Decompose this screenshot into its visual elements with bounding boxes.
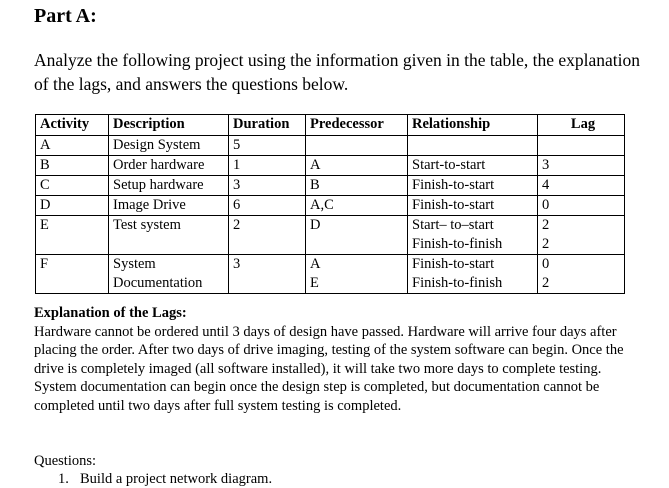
cell-relationship — [408, 255, 538, 294]
cell-duration — [229, 176, 306, 196]
cell-predecessor — [306, 156, 408, 176]
cell-lag — [538, 255, 625, 294]
cell-lag — [538, 196, 625, 216]
activity-value: F — [40, 256, 49, 272]
cell-lag — [538, 216, 625, 255]
intro-paragraph: Analyze the following project using the information given in the table, the explanation of the lags, and answers the questions below. — [34, 50, 641, 94]
lag-line: 2 — [542, 217, 550, 233]
cell-activity — [36, 156, 109, 176]
cell-duration — [229, 255, 306, 294]
predecessor-line: E — [310, 275, 319, 291]
cell-duration — [229, 196, 306, 216]
cell-duration — [229, 156, 306, 176]
col-header-activity: Activity — [36, 115, 109, 136]
question-item — [58, 470, 272, 488]
cell-lag — [538, 136, 625, 156]
description-line: Order hardware — [113, 157, 205, 173]
table-row — [36, 176, 625, 196]
predecessor-line: A,C — [310, 197, 334, 213]
table-row — [36, 136, 625, 156]
cell-activity — [36, 196, 109, 216]
relationship-line: Finish-to-start — [412, 177, 495, 193]
table-row — [36, 216, 625, 255]
explanation-title: Explanation of the Lags: — [34, 305, 187, 321]
cell-lag — [538, 156, 625, 176]
relationship-line: Finish-to-start — [412, 256, 495, 272]
page-title: Part A: — [34, 5, 97, 27]
predecessor-line: A — [310, 157, 321, 173]
cell-description — [109, 196, 229, 216]
table-row — [36, 255, 625, 294]
cell-relationship — [408, 176, 538, 196]
col-header-lag: Lag — [538, 115, 625, 136]
predecessor-line — [310, 136, 407, 155]
duration-value: 6 — [233, 197, 241, 213]
col-header-predecessor: Predecessor — [306, 115, 408, 136]
question-number: 1. — [58, 471, 69, 487]
relationship-line: Start– to–start — [412, 217, 494, 233]
question-text: Build a project network diagram. — [80, 471, 273, 487]
cell-activity — [36, 255, 109, 294]
activity-value: C — [40, 177, 50, 193]
duration-value: 1 — [233, 157, 241, 173]
project-table — [35, 114, 625, 294]
table-row — [36, 196, 625, 216]
description-line: Design System — [113, 137, 201, 153]
description-line: Documentation — [113, 275, 203, 291]
table-row — [36, 156, 625, 176]
relationship-line — [412, 136, 537, 155]
cell-predecessor — [306, 176, 408, 196]
lag-line: 2 — [542, 236, 550, 252]
cell-relationship — [408, 216, 538, 255]
duration-value: 3 — [233, 256, 241, 272]
duration-value: 5 — [233, 137, 241, 153]
description-line: Test system — [113, 217, 181, 233]
duration-value: 3 — [233, 177, 241, 193]
predecessor-line: D — [310, 217, 321, 233]
table-body — [36, 136, 625, 294]
activity-value: E — [40, 217, 49, 233]
cell-relationship — [408, 156, 538, 176]
cell-duration — [229, 216, 306, 255]
lag-line: 0 — [542, 256, 550, 272]
col-header-duration: Duration — [229, 115, 306, 136]
cell-description — [109, 156, 229, 176]
cell-activity — [36, 136, 109, 156]
col-header-relationship: Relationship — [408, 115, 538, 136]
description-line: System — [113, 256, 156, 272]
lag-line: 4 — [542, 177, 550, 193]
duration-value: 2 — [233, 217, 241, 233]
cell-predecessor — [306, 196, 408, 216]
cell-activity — [36, 216, 109, 255]
cell-description — [109, 216, 229, 255]
cell-description — [109, 255, 229, 294]
lag-line — [542, 136, 624, 155]
explanation-text: Hardware cannot be ordered until 3 days of design have passed. Hardware will arrive four days after placing the order. After two days of drive imaging, testing of the system software can begin. Once the drive is completely imaged (all software installed), it will take two more days to complete testing. System documentation can begin once the design step is completed, but documentation cannot be completed until two days after full system testing is completed. — [34, 323, 624, 414]
activity-value: D — [40, 197, 51, 213]
cell-relationship — [408, 136, 538, 156]
relationship-line: Finish-to-finish — [412, 275, 503, 291]
activity-value: A — [40, 137, 51, 153]
relationship-line: Finish-to-finish — [412, 236, 503, 252]
cell-description — [109, 136, 229, 156]
description-line: Setup hardware — [113, 177, 204, 193]
cell-predecessor — [306, 255, 408, 294]
lag-line: 3 — [542, 157, 550, 173]
lag-line: 2 — [542, 275, 550, 291]
lag-line: 0 — [542, 197, 550, 213]
cell-predecessor — [306, 136, 408, 156]
cell-lag — [538, 176, 625, 196]
cell-predecessor — [306, 216, 408, 255]
table-header-row — [36, 115, 625, 136]
lag-explanation — [34, 304, 644, 415]
activity-value: B — [40, 157, 50, 173]
description-line: Image Drive — [113, 197, 186, 213]
questions-title: Questions: — [34, 453, 97, 469]
cell-description — [109, 176, 229, 196]
cell-relationship — [408, 196, 538, 216]
cell-activity — [36, 176, 109, 196]
relationship-line: Finish-to-start — [412, 197, 495, 213]
cell-duration — [229, 136, 306, 156]
questions-section — [34, 452, 273, 487]
predecessor-line: A — [310, 256, 321, 272]
relationship-line: Start-to-start — [412, 157, 486, 173]
predecessor-line: B — [310, 177, 320, 193]
col-header-description: Description — [109, 115, 229, 136]
